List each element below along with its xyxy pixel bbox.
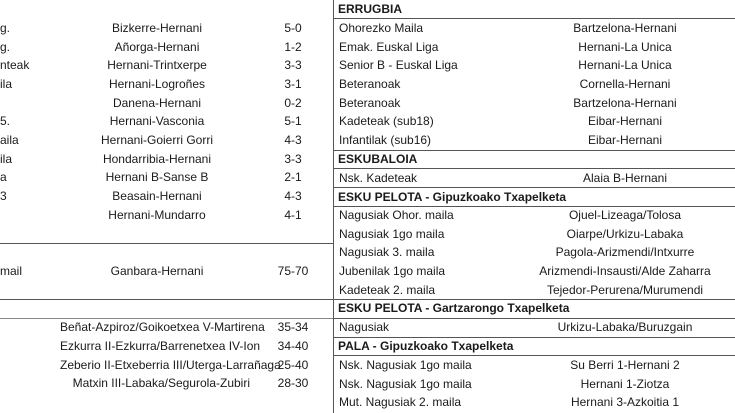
category-cell: Nagusiak 3. maila: [339, 245, 435, 259]
table-row: [0, 112, 333, 131]
match-cell: Hernani 1-Ziotza: [580, 376, 670, 391]
category-cell: Kadeteak (sub18): [339, 114, 434, 128]
score-cell: 5-1: [284, 114, 302, 128]
category-cell: Beteranoak: [339, 77, 401, 91]
category-cell: Jubenilak 1go maila: [339, 264, 446, 278]
table-row: [0, 187, 333, 206]
category-cell: Nagusiak Ohor. maila: [339, 208, 454, 222]
section-header-pelota-gipuzkoa: ESKU PELOTA - Gipuzkoako Txapelketa: [338, 190, 567, 204]
table-row: [333, 318, 735, 337]
match-cell: Hondarribia-Hernani: [102, 151, 212, 166]
category-cell: Mut. Nagusiak 2. maila: [339, 395, 462, 409]
match-cell: Bartzelona-Hernani: [573, 21, 677, 35]
table-row: [0, 356, 333, 375]
category-cell: g.: [0, 21, 11, 35]
table-row: [333, 169, 735, 188]
table-row: [333, 243, 735, 262]
category-cell: Kadeteak 2. maila: [339, 283, 436, 297]
category-cell: Senior B - Euskal Liga: [339, 58, 458, 72]
match-cell: Hernani-Logroñes: [108, 77, 206, 91]
category-cell: ila: [0, 77, 13, 91]
match-cell: Danena-Hernani: [112, 95, 202, 110]
score-cell: 75-70: [277, 264, 309, 278]
match-cell: Bartzelona-Hernani: [573, 95, 677, 110]
match-cell: Ojuel-Lizeaga/Tolosa: [568, 208, 682, 222]
match-cell: Matxin III-Labaka/Segurola-Zubiri: [72, 376, 250, 390]
match-cell: Beñat-Azpiroz/Goikoetxea V-Martirena: [60, 320, 265, 334]
table-row: [333, 206, 735, 225]
match-cell: Hernani-Vasconia: [109, 114, 205, 128]
section-divider: [0, 243, 333, 244]
category-cell: Infantilak (sub16): [339, 133, 432, 147]
table-row: [0, 374, 333, 393]
match-cell: Urkizu-Labaka/Buruzgain: [557, 320, 693, 334]
category-cell: Beteranoak: [339, 95, 401, 110]
table-row: [0, 19, 333, 38]
category-cell: [0, 374, 60, 393]
match-cell: Cornella-Hernani: [579, 77, 671, 91]
score-cell: 4-1: [284, 207, 302, 222]
table-row: [333, 19, 735, 38]
table-row: [0, 337, 333, 356]
match-cell: Arizmendi-Insausti/Alde Zaharra: [539, 264, 711, 278]
score-cell: 5-0: [284, 21, 302, 35]
category-cell: [0, 337, 60, 356]
table-row: [0, 38, 333, 57]
match-cell: Ezkurra II-Ezkurra/Barrenetxea IV-Ion: [60, 339, 261, 353]
category-cell: Ohorezko Maila: [339, 21, 424, 35]
match-cell: Hernani 3-Azkoitia 1: [570, 395, 680, 409]
table-row: [333, 262, 735, 281]
match-cell: Ganbara-Hernani: [110, 264, 204, 278]
table-row: [333, 393, 735, 412]
match-cell: Hernani B-Sanse B: [105, 170, 209, 184]
category-cell: g.: [0, 39, 11, 54]
table-row: [0, 131, 333, 150]
match-cell: Zeberio II-Etxeberria III/Uterga-Larrañaga: [60, 358, 281, 372]
score-cell: 0-2: [284, 95, 302, 110]
section-header-pelota-gartzaron: ESKU PELOTA - Gartzarongo Txapelketa: [338, 301, 570, 315]
match-cell: Beasain-Hernani: [112, 189, 202, 203]
match-cell: Alaia B-Hernani: [582, 171, 668, 185]
section-header-pala: PALA - Gipuzkoako Txapelketa: [338, 339, 514, 353]
score-cell: 34-40: [277, 339, 309, 353]
match-cell: Tejedor-Perurena/Murumendi: [546, 283, 704, 297]
section-header-handball: ESKUBALOIA: [338, 152, 418, 166]
table-row: [333, 225, 735, 244]
score-cell: 4-3: [284, 189, 302, 203]
category-cell: aila: [0, 133, 19, 147]
category-cell: Nagusiak: [339, 320, 390, 334]
category-cell: Nsk. Nagusiak 1go maila: [339, 358, 472, 372]
table-row: [0, 75, 333, 94]
right-fixtures-panel: [333, 0, 735, 413]
table-row: [333, 375, 735, 394]
score-cell: 35-34: [277, 320, 309, 334]
category-cell: ila: [0, 151, 13, 166]
table-row: [0, 94, 333, 113]
category-cell: Nagusiak 1go maila: [339, 226, 445, 241]
match-cell: Su Berri 1-Hernani 2: [570, 358, 680, 372]
score-cell: 4-3: [284, 133, 302, 147]
category-cell: [0, 94, 60, 113]
table-row: [333, 281, 735, 300]
table-row: [333, 75, 735, 94]
score-cell: 25-40: [277, 358, 309, 372]
match-cell: Hernani-Trintxerpe: [107, 58, 207, 72]
table-row: [0, 318, 333, 337]
match-cell: Hernani-Mundarro: [108, 207, 206, 222]
left-results-panel: [0, 0, 333, 413]
table-row: [0, 168, 333, 187]
score-cell: 3-3: [284, 151, 302, 166]
table-row: [333, 94, 735, 113]
match-cell: Pagola-Arizmendi/Intxurre: [555, 245, 695, 259]
table-row: [0, 262, 333, 281]
match-cell: Eibar-Hernani: [587, 133, 663, 147]
category-cell: nteak: [0, 58, 30, 72]
category-cell: Nsk. Kadeteak: [339, 171, 418, 185]
table-row: [0, 56, 333, 75]
match-cell: Hernani-Goierri Gorri: [100, 133, 214, 147]
category-cell: Emak. Euskal Liga: [339, 39, 439, 54]
category-cell: 3: [0, 189, 7, 203]
section-divider: [0, 299, 333, 300]
match-cell: Hernani-La Unica: [578, 58, 672, 72]
table-row: [333, 38, 735, 57]
category-cell: [0, 356, 60, 375]
category-cell: Nsk. Nagusiak 1go maila: [339, 376, 472, 391]
table-row: [333, 56, 735, 75]
table-row: [333, 356, 735, 375]
category-cell: [0, 206, 60, 225]
match-cell: Añorga-Hernani: [114, 39, 200, 54]
match-cell: Bizkerre-Hernani: [111, 21, 203, 35]
table-row: [0, 150, 333, 169]
score-cell: 1-2: [284, 39, 302, 54]
category-cell: [0, 318, 60, 337]
category-cell: 5.: [0, 114, 11, 128]
score-cell: 2-1: [284, 170, 302, 184]
match-cell: Eibar-Hernani: [587, 114, 663, 128]
score-cell: 3-3: [284, 58, 302, 72]
score-cell: 28-30: [277, 376, 309, 390]
match-cell: Oiarpe/Urkizu-Labaka: [566, 226, 684, 241]
table-row: [333, 131, 735, 150]
match-cell: Hernani-La Unica: [578, 39, 672, 54]
category-cell: mail: [0, 264, 23, 278]
category-cell: a: [0, 170, 7, 184]
score-cell: 3-1: [284, 77, 302, 91]
table-row: [0, 206, 333, 225]
table-row: [333, 112, 735, 131]
section-header-rugby: ERRUGBIA: [338, 2, 403, 16]
